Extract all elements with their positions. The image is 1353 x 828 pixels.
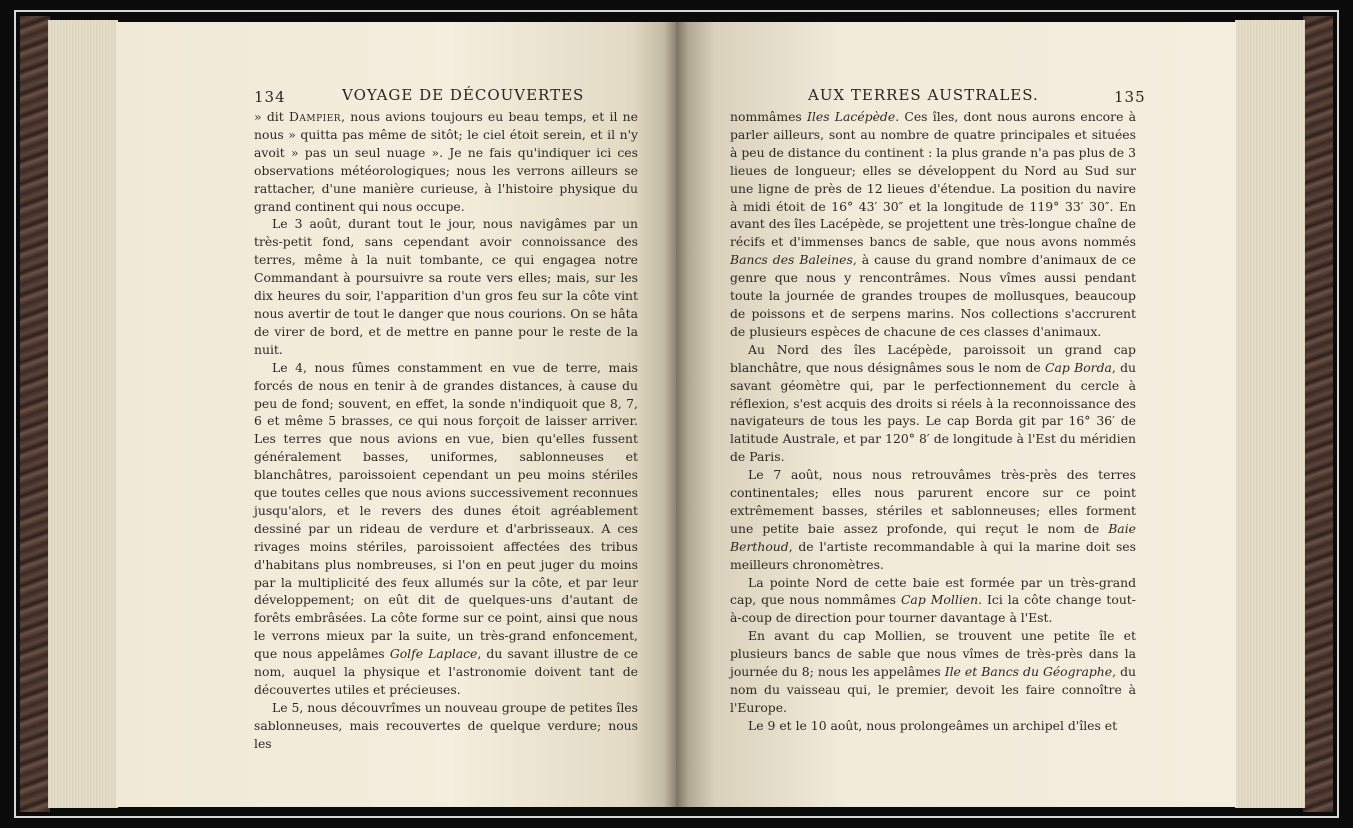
text-run: Au Nord des îles Lacépède, paroissoit un grand cap blanchâtre, que nous désignâmes sous le nom de — [730, 341, 1136, 375]
paragraph — [730, 717, 1136, 735]
paragraph — [730, 627, 1136, 717]
name-small-caps: Dampier — [288, 109, 342, 124]
text-run: » dit — [254, 109, 289, 124]
text-run: Le 4, nous fûmes constamment en vue de terre, mais forcés de nous en tenir à de grandes distances, à cause du peu de fond; souvent, en effet, la sonde n'indiquoit que 8, 7, 6 et même 5 brasses, ce qui nous forçoit de laisser arriver. Les terres que nous avions en vue, bien qu'elles fussent généralement basses, uniformes, sablonneuses et blanchâtres, paroissoient cependant un peu moins stériles que toutes celles que nous avions successivement reconnues jusqu'alors, et le revers des dunes étoit agréablement dessiné par un rideau de verdure et d'arbrisseaux. A ces rivages moins stériles, paroissoient affectées des tribus d'habitans plus nombreuses, si l'on en peut juger du moins par la multiplicité des feux allumés sur la côte, et par leur développement; on eût dit de quelques-uns d'autant de forêts embrâsées. La côte forme sur ce point, ainsi que nous le verrons mieux par la suite, un très-grand enfoncement, que nous appelâmes — [254, 359, 638, 662]
running-head-left: VOYAGE DE DÉCOUVERTES — [342, 86, 585, 104]
text-run: Le 3 août, durant tout le jour, nous navigâmes par un très-petit fond, sans cependant avoir connoissance des terres, même à la nuit tombante, ce qui engagea notre Commandant à poursuivre sa route vers elles; mais, sur les dix heures du soir, l'apparition d'un gros feu sur la côte vint nous avertir de tout le danger que nous courions. On se hâta de virer de bord, et de mettre en panne pour le reste de la nuit. — [254, 216, 638, 357]
text-run: Le 9 et le 10 août, nous prolongeâmes un archipel d'îles et — [748, 717, 1118, 733]
paragraph — [730, 574, 1136, 628]
text-run: . Ici la côte change tout-à-coup de direction pour tourner davantage à l'Est. — [730, 592, 1136, 626]
text-run: , du nom du vaisseau qui, le premier, devoit les faire connoître à l'Europe. — [730, 664, 1136, 715]
text-run: , du savant géomètre qui, par le perfectionnement du cercle à réflexion, s'est acquis des droits si réels à la reconnoissance des navigateurs de tous les pays. Le cap Borda git par 16° 36′ de latitude Australe, et par 120° 8′ de longitude à l'Est du méridien de Paris. — [730, 359, 1136, 465]
text-run: , à cause du grand nombre d'animaux de ce genre que nous y rencontrâmes. Nous vîmes aussi pendant toute la journée de grandes troupes de mollusques, beaucoup de poissons et de serpens marins. Nos collections s'accrurent de plusieurs espèces de chacune de ces classes d'animaux. — [730, 252, 1136, 339]
text-run: . Ces îles, dont nous aurons encore à parler ailleurs, sont au nombre de quatre principales et situées à peu de distance du continent : la plus grande n'a pas plus de 3 lieues de longueur; elles se développent du Nord au Sud sur une ligne de près de 12 lieues d'étendue. La position du navire à midi étoit de 16° 43′ 30″ et la longitude de 119° 33′ 30″. En avant des îles Lacépède, se projettent une très-longue chaîne de récifs et d'immenses bancs de sable, que nous avons nommés — [730, 109, 1137, 250]
right-page-text — [730, 108, 1136, 735]
place-name-italic: Cap Borda — [1045, 359, 1112, 375]
left-page — [116, 22, 676, 807]
paragraph — [730, 466, 1136, 573]
left-page-text — [254, 108, 638, 753]
left-cover-marbled — [20, 16, 50, 812]
right-page-edges — [1235, 20, 1305, 808]
place-name-italic: Bancs des Baleines — [730, 252, 853, 268]
paragraph — [254, 108, 638, 215]
running-head-right: AUX TERRES AUSTRALES. — [808, 86, 1039, 104]
place-name-italic: Golfe Laplace — [389, 646, 478, 662]
place-name-italic: Iles Lacépède — [807, 109, 896, 124]
place-name-italic: Ile et Bancs du Géographe — [944, 664, 1113, 680]
place-name-italic: Baie Berthoud — [730, 520, 1136, 554]
text-run: , de l'artiste recommandable à qui la marine doit ses meilleurs chronomètres. — [730, 538, 1136, 572]
text-run: Le 5, nous découvrîmes un nouveau groupe de petites îles sablonneuses, mais recouvertes de quelque verdure; nous les — [254, 699, 638, 751]
place-name-italic: Cap Mollien — [900, 592, 979, 608]
paragraph — [730, 341, 1136, 466]
paragraph — [254, 699, 638, 753]
text-run: Le 7 août, nous nous retrouvâmes très-près des terres continentales; elles nous parurent encore sur ce point extrêmement basses, stériles et sablonneuses; elles forment une petite baie assez profonde, qui reçut le nom de — [730, 467, 1136, 536]
text-run: , nous avions toujours eu beau temps, et il ne nous » quitta pas même de sitôt; le ciel étoit serein, et il n'y avoit » pas un seul nuage ». Je ne fais qu'indiquer ici ces observations météorologiques; nous les verrons ailleurs se rattacher, d'une manière curieuse, à l'histoire physique du grand continent qui nous occupe. — [254, 109, 638, 214]
text-run: En avant du cap Mollien, se trouvent une petite île et plusieurs bancs de sable que nous vîmes de très-près dans la journée du 8; nous les appelâmes — [730, 628, 1136, 680]
page-number-right: 135 — [1114, 88, 1146, 106]
page-number-left: 134 — [254, 88, 286, 106]
paragraph — [254, 359, 638, 699]
right-page — [676, 22, 1236, 807]
paragraph — [254, 215, 638, 358]
left-page-edges — [48, 20, 118, 808]
text-run: La pointe Nord de cette baie est formée par un très-grand cap, que nous nommâmes — [730, 574, 1136, 608]
text-run: , du savant illustre de ce nom, auquel la physique et l'astronomie doivent tant de découvertes utiles et précieuses. — [254, 646, 638, 697]
book-gutter — [664, 22, 688, 807]
text-run: nommâmes — [730, 109, 807, 124]
paragraph — [730, 108, 1136, 341]
right-cover-marbled — [1303, 16, 1333, 812]
